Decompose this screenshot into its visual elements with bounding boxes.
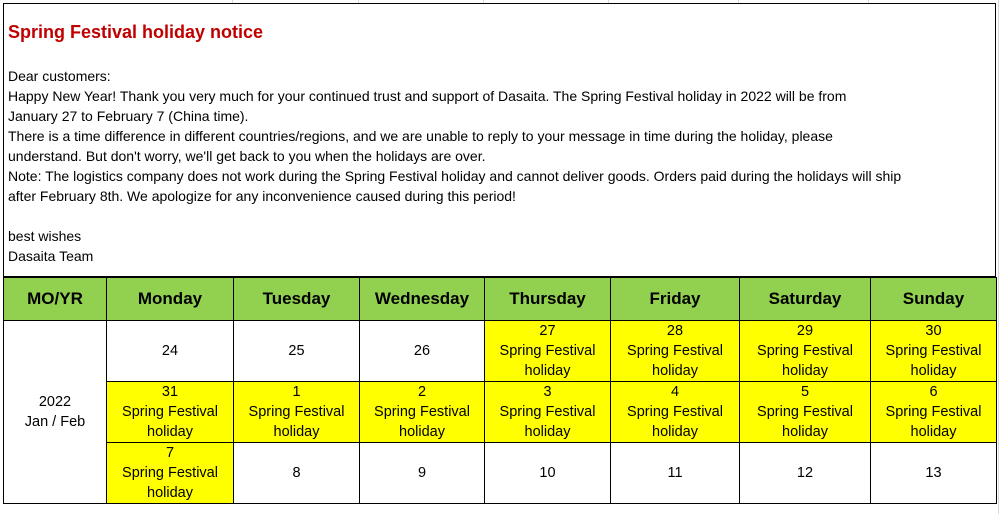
day-cell: [107, 321, 234, 382]
holiday-label: Spring Festival holiday: [627, 404, 723, 440]
notice-paragraph-2: There is a time difference in different countries/regions, and we are unable to reply to your message in time during the holiday, please: [8, 128, 833, 144]
day-number: 11: [667, 465, 683, 481]
day-cell-holiday: [871, 321, 997, 382]
calendar-week-row: [4, 443, 997, 504]
day-number: 31: [161, 384, 179, 400]
holiday-label: Spring Festival holiday: [885, 343, 982, 379]
day-number: 12: [796, 465, 814, 481]
header-tuesday: Tuesday: [234, 278, 360, 321]
day-number: 2: [417, 384, 427, 400]
day-cell: [234, 443, 360, 504]
day-cell-holiday: [740, 321, 871, 382]
notice-signoff: best wishes: [8, 228, 82, 244]
notice-paragraph-2-cont: understand. But don't worry, we'll get back to you when the holidays are over.: [8, 148, 486, 164]
year-label: 2022: [38, 394, 72, 410]
day-cell-holiday: [107, 382, 234, 443]
holiday-label: Spring Festival holiday: [627, 343, 723, 379]
notice-paragraph-3-cont: after February 8th. We apologize for any inconvenience caused during this period!: [8, 188, 516, 204]
day-number: 13: [925, 465, 942, 481]
holiday-label: Spring Festival holiday: [885, 404, 982, 440]
holiday-calendar: [3, 277, 997, 504]
day-number: 3: [543, 384, 552, 400]
holiday-label: Spring Festival holiday: [248, 404, 345, 440]
header-wednesday: Wednesday: [360, 278, 485, 321]
notice-signature: Dasaita Team: [8, 248, 94, 264]
day-number: 28: [666, 323, 684, 339]
day-number: 29: [796, 323, 814, 339]
holiday-label: Spring Festival holiday: [757, 404, 853, 440]
day-number: 1: [292, 384, 301, 400]
notice-greeting: Dear customers:: [8, 68, 111, 84]
day-number: 25: [288, 343, 305, 359]
day-number: 5: [800, 384, 810, 400]
day-cell-holiday: [234, 382, 360, 443]
day-cell-holiday: [740, 382, 871, 443]
day-number: 26: [413, 343, 431, 359]
holiday-label: Spring Festival holiday: [374, 404, 470, 440]
holiday-label: Spring Festival holiday: [499, 404, 596, 440]
day-cell-holiday: [485, 382, 611, 443]
day-cell: [871, 443, 997, 504]
day-number: 4: [670, 384, 680, 400]
notice-paragraph-1-cont: January 27 to February 7 (China time).: [8, 108, 249, 124]
day-cell-holiday: [107, 443, 234, 504]
day-number: 8: [292, 465, 301, 481]
sheet-gridline-right: [998, 0, 999, 514]
header-saturday: Saturday: [740, 278, 871, 321]
day-cell-holiday: [871, 382, 997, 443]
holiday-label: Spring Festival holiday: [122, 404, 218, 440]
header-friday: Friday: [611, 278, 740, 321]
day-cell-holiday: [360, 382, 485, 443]
day-cell: [360, 321, 485, 382]
day-number: 30: [925, 323, 942, 339]
holiday-label: Spring Festival holiday: [499, 343, 596, 379]
notice-paragraph-1: Happy New Year! Thank you very much for your continued trust and support of Dasaita. The Spring Festival holiday in 2022 will be from: [8, 88, 847, 104]
header-mo-yr: MO/YR: [4, 278, 107, 321]
header-thursday: Thursday: [485, 278, 611, 321]
notice-title: Spring Festival holiday notice: [8, 22, 264, 42]
day-cell: [485, 443, 611, 504]
header-sunday: Sunday: [871, 278, 997, 321]
day-number: 7: [165, 445, 175, 461]
holiday-label: Spring Festival holiday: [757, 343, 853, 379]
calendar-header-row: [4, 278, 997, 321]
notice-paragraph-3: Note: The logistics company does not work during the Spring Festival holiday and cannot deliver goods. Orders paid during the holidays will ship: [8, 168, 902, 184]
day-cell: [740, 443, 871, 504]
day-number: 10: [539, 465, 556, 481]
day-cell: [360, 443, 485, 504]
header-monday: Monday: [107, 278, 234, 321]
day-number: 9: [417, 465, 427, 481]
day-number: 24: [161, 343, 179, 359]
year-month-cell: [4, 321, 107, 504]
day-number: 6: [929, 384, 938, 400]
day-cell-holiday: [611, 321, 740, 382]
day-cell-holiday: [611, 382, 740, 443]
day-number: 27: [539, 323, 556, 339]
notice-box: [3, 3, 996, 277]
day-cell-holiday: [485, 321, 611, 382]
holiday-label: Spring Festival holiday: [122, 465, 218, 501]
day-cell: [234, 321, 360, 382]
calendar-week-row: [4, 321, 997, 382]
calendar-week-row: [4, 382, 997, 443]
day-cell: [611, 443, 740, 504]
months-label: Jan / Feb: [24, 414, 86, 430]
